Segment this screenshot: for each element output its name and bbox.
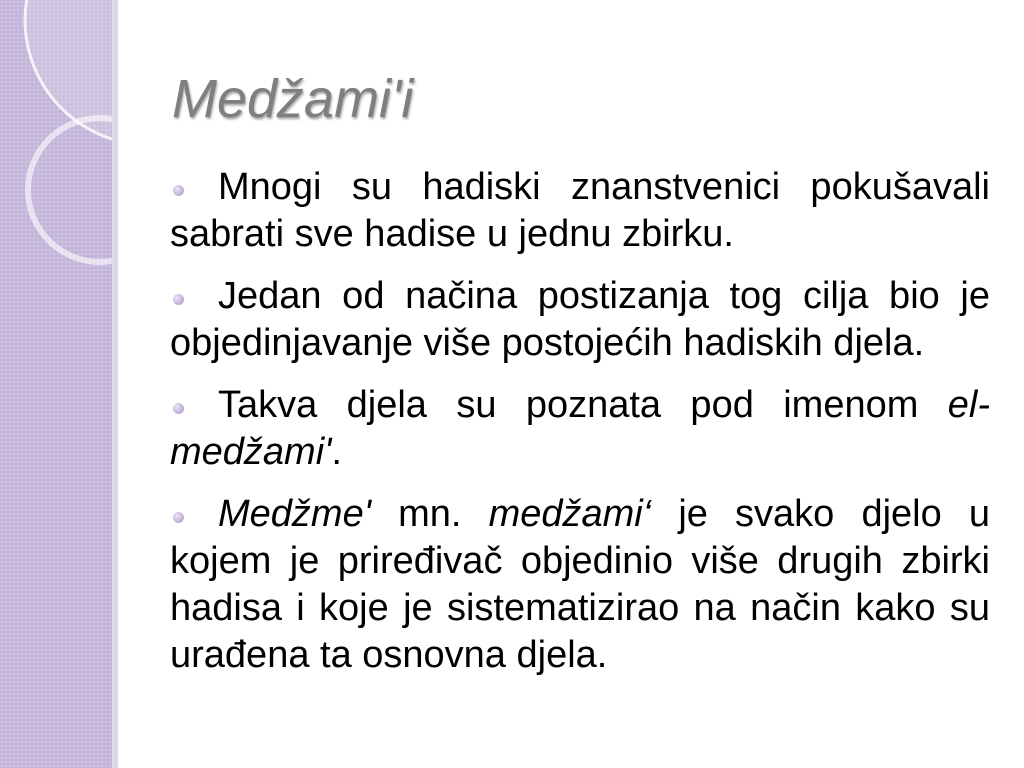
bullet-text: Takva djela su poznata pod imenom: [218, 384, 948, 426]
bullet-line: [170, 164, 990, 211]
bullet-line: [170, 632, 990, 679]
bullet-text: sabrati sve hadise u jednu zbirku.: [170, 213, 734, 255]
bullet-line: [170, 538, 990, 585]
bullet-text: je svako djelo u: [651, 493, 990, 535]
bullet-text: urađena ta osnovna djela.: [170, 634, 608, 676]
bullet-item: [170, 382, 990, 476]
bullet-text: objedinjavanje više postojećih hadiskih djela.: [170, 322, 925, 364]
slide-title: Medžami'i: [172, 69, 414, 129]
sidebar-circles: [0, 0, 112, 768]
bullet-item: [170, 273, 990, 367]
sidebar-decoration: [0, 0, 112, 768]
bullet-text-italic: el-: [947, 384, 990, 426]
bullet-line: [170, 585, 990, 632]
bullet-line: [170, 211, 990, 258]
bullet-text: Jedan od načina postizanja tog cilja bio je: [218, 275, 990, 317]
bullet-text: hadisa i koje je sistematizirao na način kako su: [170, 587, 990, 629]
bullet-list: [170, 164, 990, 679]
bullet-line: [170, 320, 990, 367]
bullet-text-italic: Medžme': [218, 493, 371, 535]
bullet-item: [170, 491, 990, 679]
sidebar-edge-strip: [112, 0, 117, 768]
bullet-text: Mnogi su hadiski znanstvenici pokušavali: [218, 166, 990, 208]
bullet-dot: [173, 294, 184, 305]
bullet-dot: [173, 403, 184, 414]
decorative-circle-small: [28, 118, 112, 262]
bullet-text: mn.: [370, 493, 489, 535]
bullet-dot: [173, 512, 184, 523]
bullet-line: [170, 382, 990, 429]
bullet-text: kojem je priređivač objedinio više drugih zbirki: [170, 540, 990, 582]
bullet-item: [170, 164, 990, 258]
bullet-line: [170, 273, 990, 320]
bullet-text-italic: medžami': [170, 431, 332, 473]
bullet-line: [170, 491, 990, 538]
bullet-line: [170, 429, 990, 476]
bullet-dot: [173, 185, 184, 196]
bullet-text: .: [331, 431, 342, 473]
bullet-text-italic: medžami‘: [488, 493, 652, 535]
